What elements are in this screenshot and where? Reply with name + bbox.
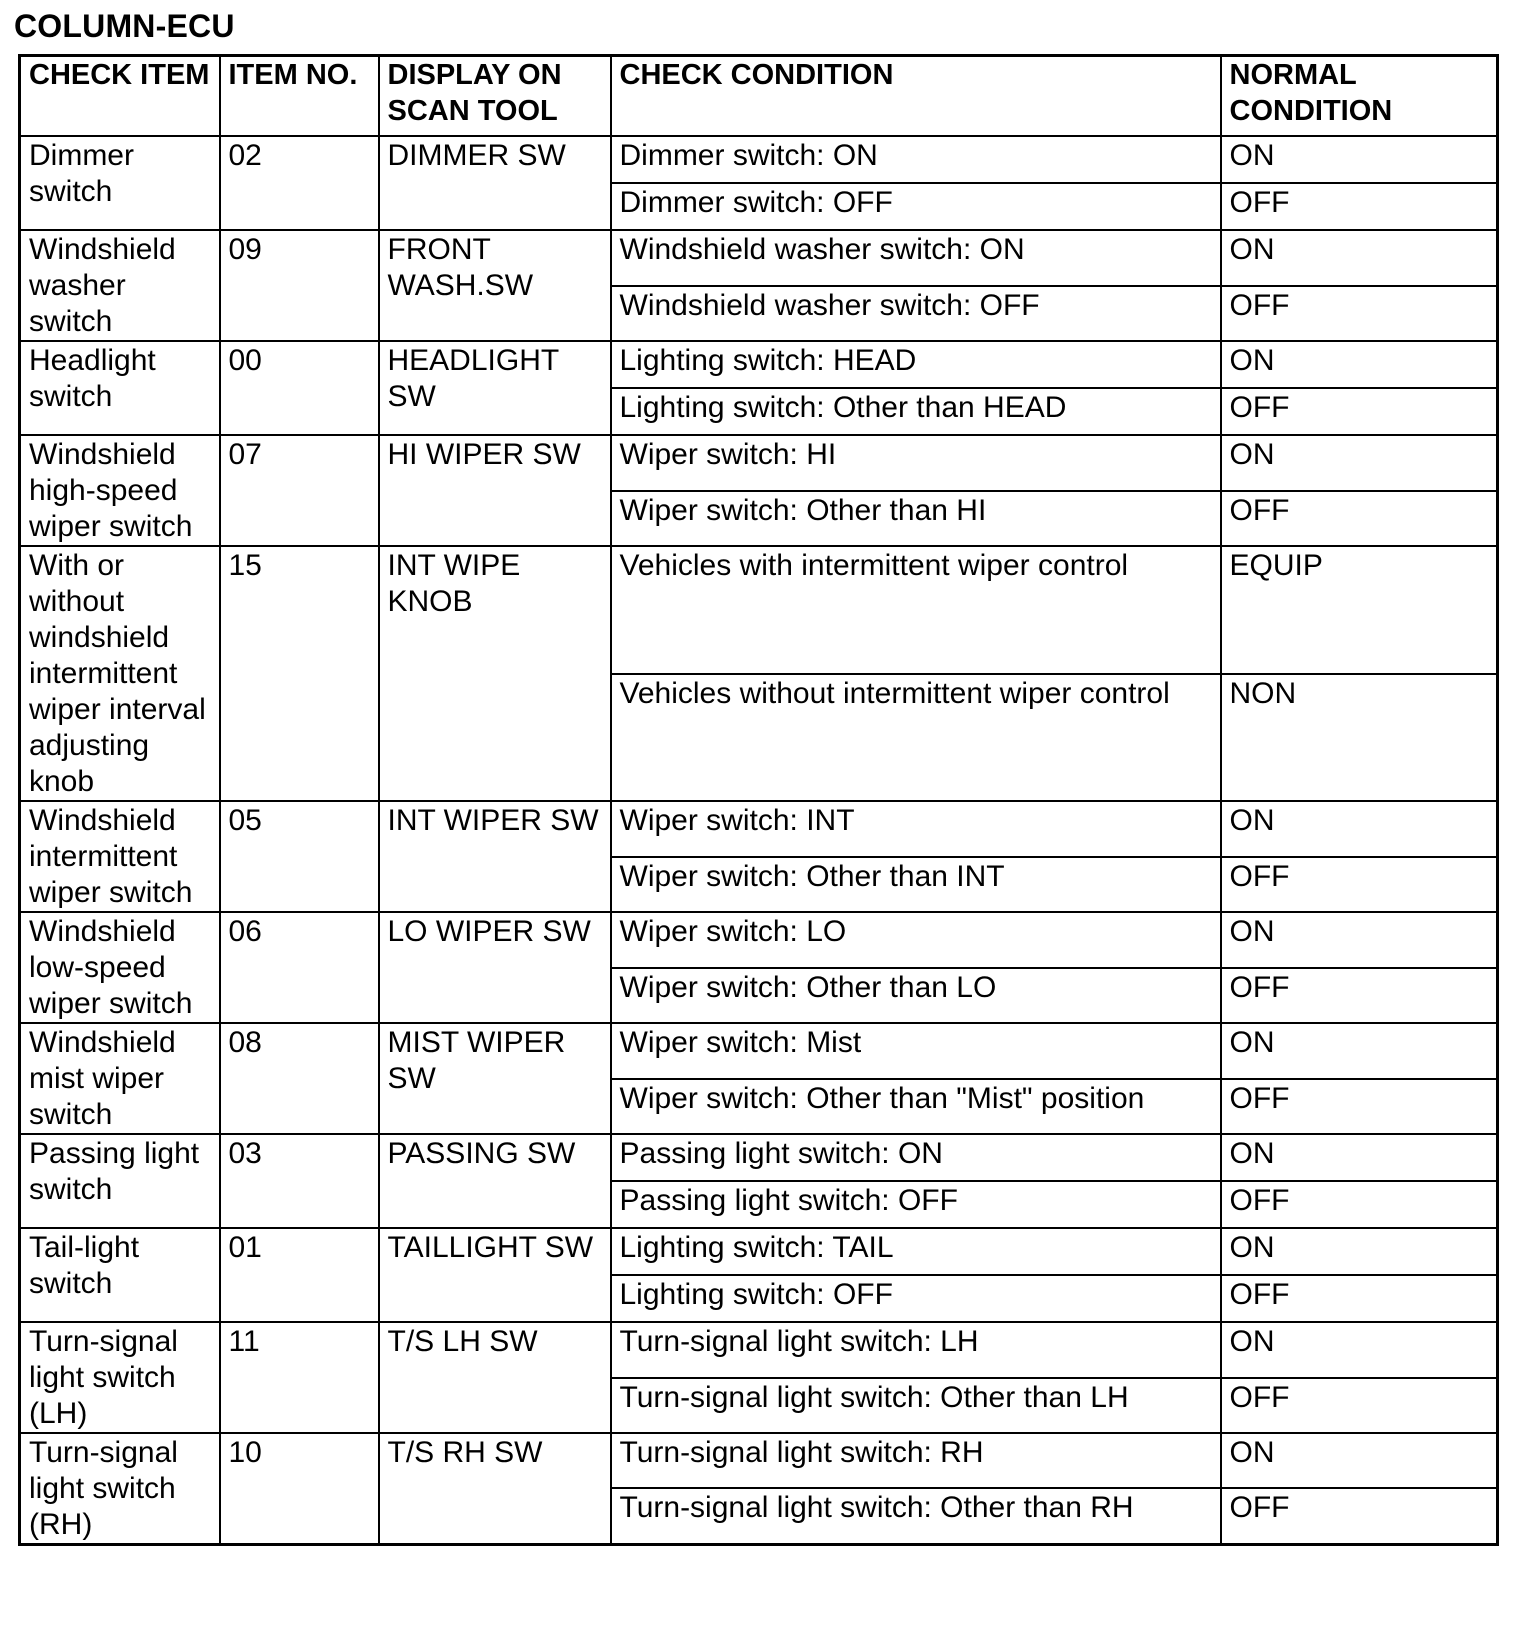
- check-condition-cell: Wiper switch: Other than INT: [611, 857, 1221, 913]
- table-row: [20, 435, 1498, 491]
- normal-condition-cell: OFF: [1221, 286, 1498, 342]
- display-cell: TAILLIGHT SW: [379, 1228, 611, 1322]
- check-condition-cell: Wiper switch: Other than LO: [611, 968, 1221, 1024]
- item-no-cell: 15: [220, 546, 379, 801]
- check-condition-cell: Vehicles without intermittent wiper control: [611, 674, 1221, 802]
- normal-condition-cell: OFF: [1221, 388, 1498, 435]
- normal-condition-cell: OFF: [1221, 183, 1498, 230]
- display-cell: DIMMER SW: [379, 136, 611, 230]
- check-condition-cell: Dimmer switch: OFF: [611, 183, 1221, 230]
- table-row: [20, 1228, 1498, 1275]
- display-cell: FRONT WASH.SW: [379, 230, 611, 341]
- table-row: [20, 1433, 1498, 1488]
- normal-condition-cell: ON: [1221, 435, 1498, 491]
- check-condition-cell: Wiper switch: Mist: [611, 1023, 1221, 1079]
- table-body: [20, 136, 1498, 1545]
- normal-condition-cell: OFF: [1221, 491, 1498, 547]
- display-cell: MIST WIPER SW: [379, 1023, 611, 1134]
- item-no-cell: 07: [220, 435, 379, 546]
- item-no-cell: 05: [220, 801, 379, 912]
- normal-condition-cell: ON: [1221, 341, 1498, 388]
- display-cell: T/S RH SW: [379, 1433, 611, 1545]
- table-row: [20, 1322, 1498, 1378]
- column-ecu-table: [18, 54, 1499, 1546]
- normal-condition-cell: ON: [1221, 136, 1498, 183]
- header-row: [20, 56, 1498, 137]
- normal-condition-cell: ON: [1221, 1228, 1498, 1275]
- normal-condition-cell: NON: [1221, 674, 1498, 802]
- check-item-cell: With or without windshield intermittent wiper interval adjusting knob: [20, 546, 220, 801]
- table-row: [20, 546, 1498, 674]
- header-check-condition: CHECK CONDITION: [611, 56, 1221, 137]
- normal-condition-cell: ON: [1221, 912, 1498, 968]
- normal-condition-cell: OFF: [1221, 857, 1498, 913]
- check-condition-cell: Wiper switch: INT: [611, 801, 1221, 857]
- check-condition-cell: Dimmer switch: ON: [611, 136, 1221, 183]
- normal-condition-cell: ON: [1221, 230, 1498, 286]
- item-no-cell: 03: [220, 1134, 379, 1228]
- check-item-cell: Tail-light switch: [20, 1228, 220, 1322]
- check-condition-cell: Turn-signal light switch: Other than LH: [611, 1378, 1221, 1434]
- table-row: [20, 1023, 1498, 1079]
- normal-condition-cell: ON: [1221, 801, 1498, 857]
- check-condition-cell: Turn-signal light switch: LH: [611, 1322, 1221, 1378]
- check-condition-cell: Lighting switch: OFF: [611, 1275, 1221, 1322]
- check-condition-cell: Lighting switch: Other than HEAD: [611, 388, 1221, 435]
- item-no-cell: 10: [220, 1433, 379, 1545]
- check-item-cell: Dimmer switch: [20, 136, 220, 230]
- check-condition-cell: Passing light switch: ON: [611, 1134, 1221, 1181]
- table-row: [20, 341, 1498, 388]
- check-item-cell: Headlight switch: [20, 341, 220, 435]
- header-normal-condition: NORMAL CONDITION: [1221, 56, 1498, 137]
- table-row: [20, 1134, 1498, 1181]
- normal-condition-cell: OFF: [1221, 968, 1498, 1024]
- check-condition-cell: Turn-signal light switch: RH: [611, 1433, 1221, 1488]
- check-condition-cell: Wiper switch: HI: [611, 435, 1221, 491]
- check-condition-cell: Windshield washer switch: OFF: [611, 286, 1221, 342]
- check-item-cell: Windshield intermittent wiper switch: [20, 801, 220, 912]
- item-no-cell: 02: [220, 136, 379, 230]
- header-check-item: CHECK ITEM: [20, 56, 220, 137]
- check-item-cell: Turn-signal light switch (LH): [20, 1322, 220, 1433]
- check-condition-cell: Wiper switch: Other than "Mist" position: [611, 1079, 1221, 1135]
- check-item-cell: Windshield low-speed wiper switch: [20, 912, 220, 1023]
- header-display: DISPLAY ON SCAN TOOL: [379, 56, 611, 137]
- display-cell: T/S LH SW: [379, 1322, 611, 1433]
- display-cell: HI WIPER SW: [379, 435, 611, 546]
- display-cell: HEADLIGHT SW: [379, 341, 611, 435]
- check-condition-cell: Vehicles with intermittent wiper control: [611, 546, 1221, 674]
- item-no-cell: 09: [220, 230, 379, 341]
- header-item-no: ITEM NO.: [220, 56, 379, 137]
- item-no-cell: 08: [220, 1023, 379, 1134]
- normal-condition-cell: ON: [1221, 1433, 1498, 1488]
- table-row: [20, 230, 1498, 286]
- check-condition-cell: Wiper switch: LO: [611, 912, 1221, 968]
- check-condition-cell: Windshield washer switch: ON: [611, 230, 1221, 286]
- normal-condition-cell: OFF: [1221, 1275, 1498, 1322]
- table-row: [20, 136, 1498, 183]
- check-condition-cell: Turn-signal light switch: Other than RH: [611, 1488, 1221, 1544]
- check-item-cell: Windshield high-speed wiper switch: [20, 435, 220, 546]
- table-row: [20, 801, 1498, 857]
- check-item-cell: Turn-signal light switch (RH): [20, 1433, 220, 1545]
- item-no-cell: 00: [220, 341, 379, 435]
- check-item-cell: Passing light switch: [20, 1134, 220, 1228]
- display-cell: LO WIPER SW: [379, 912, 611, 1023]
- normal-condition-cell: OFF: [1221, 1378, 1498, 1434]
- normal-condition-cell: ON: [1221, 1134, 1498, 1181]
- check-item-cell: Windshield mist wiper switch: [20, 1023, 220, 1134]
- normal-condition-cell: EQUIP: [1221, 546, 1498, 674]
- check-condition-cell: Passing light switch: OFF: [611, 1181, 1221, 1228]
- display-cell: INT WIPE KNOB: [379, 546, 611, 801]
- table-row: [20, 912, 1498, 968]
- item-no-cell: 11: [220, 1322, 379, 1433]
- page-title: COLUMN-ECU: [14, 8, 235, 44]
- display-cell: PASSING SW: [379, 1134, 611, 1228]
- item-no-cell: 01: [220, 1228, 379, 1322]
- normal-condition-cell: OFF: [1221, 1488, 1498, 1544]
- normal-condition-cell: OFF: [1221, 1181, 1498, 1228]
- item-no-cell: 06: [220, 912, 379, 1023]
- display-cell: INT WIPER SW: [379, 801, 611, 912]
- check-condition-cell: Wiper switch: Other than HI: [611, 491, 1221, 547]
- normal-condition-cell: ON: [1221, 1023, 1498, 1079]
- check-condition-cell: Lighting switch: TAIL: [611, 1228, 1221, 1275]
- normal-condition-cell: ON: [1221, 1322, 1498, 1378]
- check-item-cell: Windshield washer switch: [20, 230, 220, 341]
- check-condition-cell: Lighting switch: HEAD: [611, 341, 1221, 388]
- normal-condition-cell: OFF: [1221, 1079, 1498, 1135]
